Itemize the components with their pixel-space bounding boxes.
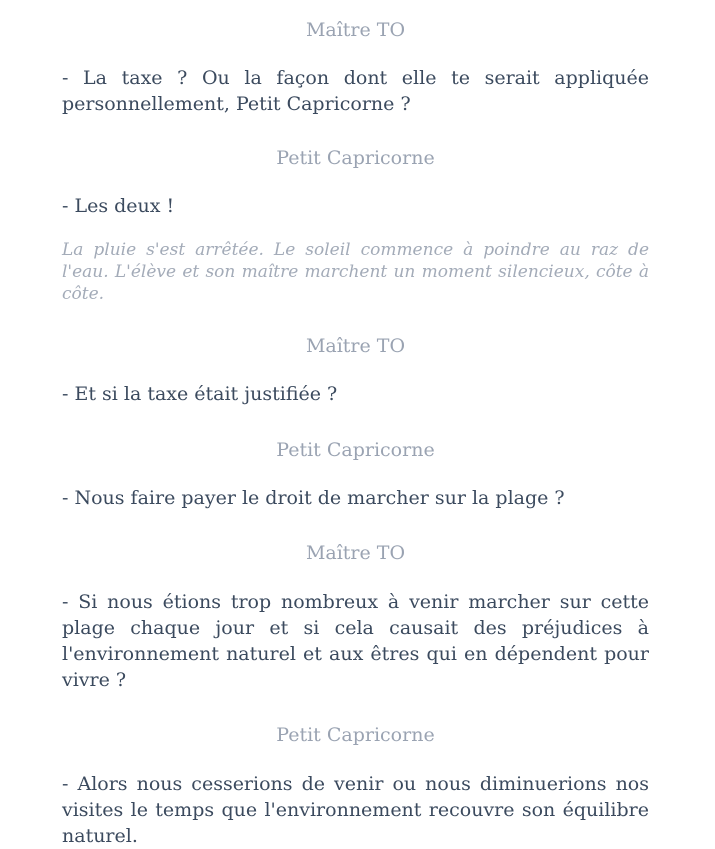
dialogue-line: - Les deux ! — [62, 195, 175, 217]
speaker-name: Maître TO — [305, 542, 406, 564]
stage-direction: La pluie s'est arrêtée. Le soleil commence à poindre au raz de l'eau. L'élève et son maître marchent un moment silencieux, côte à côte. — [62, 240, 649, 304]
dialogue-line: - La taxe ? Ou la façon dont elle te serait appliquée personnellement, Petit Capricorne ? — [62, 67, 649, 115]
dialogue-line: - Nous faire payer le droit de marcher sur la plage ? — [62, 487, 565, 509]
dialogue-line: - Alors nous cesserions de venir ou nous diminuerions nos visites le temps que l'environnement recouvre son équilibre naturel. — [62, 773, 649, 847]
speaker-name: Maître TO — [305, 19, 406, 41]
speaker-name: Petit Capricorne — [276, 147, 435, 169]
dialogue-line: - Et si la taxe était justifiée ? — [62, 383, 338, 405]
dialogue-line: - Si nous étions trop nombreux à venir marcher sur cette plage chaque jour et si cela causait des préjudices à l'environnement naturel et aux êtres qui en dépendent pour vivre ? — [62, 591, 649, 691]
speaker-name: Petit Capricorne — [276, 439, 435, 461]
speaker-name: Maître TO — [305, 335, 406, 357]
speaker-name: Petit Capricorne — [276, 724, 435, 746]
dialogue-page — [62, 0, 649, 849]
